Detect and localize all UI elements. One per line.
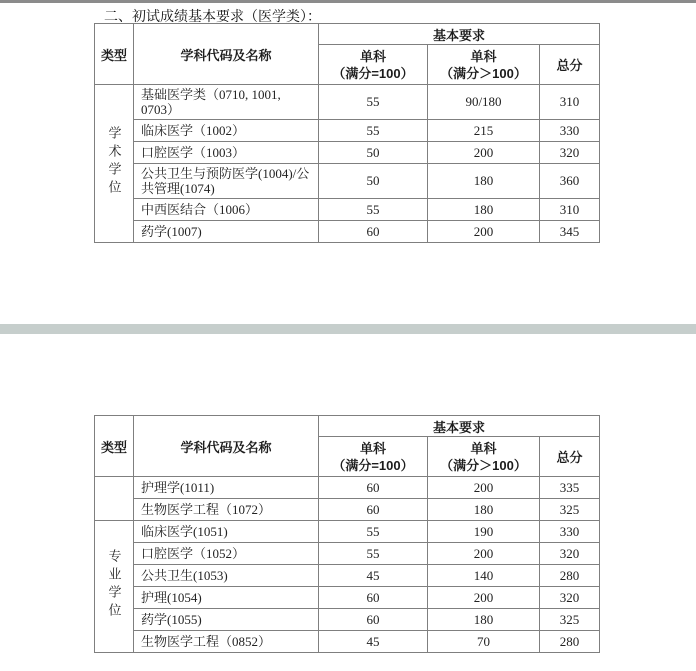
col-header-subject: 学科代码及名称 [134,24,319,85]
cell-single-eq100: 55 [319,543,428,565]
col-header-single-eq100 [319,437,428,477]
cell-single-gt100: 180 [428,199,540,221]
cell-single-eq100: 60 [319,477,428,499]
single-gt100-line2: （满分＞100） [440,65,527,81]
cell-single-gt100: 200 [428,477,540,499]
col-header-total: 总分 [540,45,600,85]
table-row [95,565,600,587]
col-header-basic-req: 基本要求 [319,416,600,437]
cell-single-eq100: 50 [319,164,428,199]
col-header-basic-req: 基本要求 [319,24,600,45]
cell-total: 320 [540,142,600,164]
cell-subject: 口腔医学（1052） [134,543,319,565]
single-eq100-line2: （满分=100） [332,457,414,473]
page-divider-band [0,324,696,334]
type-label-professional: 专业学位 [106,548,122,621]
cell-single-eq100: 55 [319,521,428,543]
col-header-single-gt100 [428,437,540,477]
table-row [95,221,600,243]
type-label-academic: 学术学位 [106,125,122,198]
col-header-single-gt100 [428,45,540,85]
cell-single-gt100: 90/180 [428,85,540,120]
cell-single-eq100: 60 [319,221,428,243]
cell-subject: 口腔医学（1003） [134,142,319,164]
col-header-subject: 学科代码及名称 [134,416,319,477]
cell-subject: 公共卫生与预防医学(1004)/公共管理(1074) [134,164,319,199]
table-row [95,587,600,609]
table-row [95,142,600,164]
type-cell-academic [95,85,134,243]
single-eq100-line1: 单科 [359,48,386,64]
cell-single-eq100: 45 [319,631,428,653]
cell-single-gt100: 140 [428,565,540,587]
header-row-1 [95,416,600,437]
cell-total: 310 [540,199,600,221]
cell-single-eq100: 55 [319,120,428,142]
top-divider-bar [0,0,696,3]
section-title: 二、初试成绩基本要求（医学类）： [104,10,321,25]
cell-total: 335 [540,477,600,499]
cell-single-eq100: 55 [319,85,428,120]
cell-single-gt100: 200 [428,142,540,164]
cell-total: 330 [540,521,600,543]
single-gt100-line1: 单科 [470,440,497,456]
cell-single-gt100: 180 [428,499,540,521]
table-row [95,120,600,142]
cell-single-eq100: 50 [319,142,428,164]
cell-subject: 公共卫生(1053) [134,565,319,587]
cell-single-gt100: 70 [428,631,540,653]
cell-subject: 护理学(1011) [134,477,319,499]
table-row [95,477,600,499]
cell-subject: 中西医结合（1006） [134,199,319,221]
col-header-type: 类型 [95,416,134,477]
table-row [95,199,600,221]
table-row [95,164,600,199]
cell-single-eq100: 45 [319,565,428,587]
cell-subject: 药学(1007) [134,221,319,243]
table-row [95,85,600,120]
type-cell-professional [95,521,134,653]
cell-single-eq100: 55 [319,199,428,221]
cell-single-gt100: 215 [428,120,540,142]
single-eq100-line2: （满分=100） [332,65,414,81]
cell-total: 345 [540,221,600,243]
cell-total: 320 [540,543,600,565]
cell-total: 360 [540,164,600,199]
cell-total: 330 [540,120,600,142]
single-eq100-line1: 单科 [359,440,386,456]
cell-single-gt100: 200 [428,543,540,565]
table-row [95,499,600,521]
cell-total: 280 [540,565,600,587]
header-row-1 [95,24,600,45]
cell-total: 310 [540,85,600,120]
cell-total: 280 [540,631,600,653]
cell-subject: 基础医学类（0710, 1001, 0703） [134,85,319,120]
cell-single-eq100: 60 [319,587,428,609]
single-gt100-line1: 单科 [470,48,497,64]
cell-subject: 临床医学（1002） [134,120,319,142]
cell-total: 325 [540,499,600,521]
single-gt100-line2: （满分＞100） [440,457,527,473]
table-row [95,609,600,631]
cell-single-gt100: 200 [428,221,540,243]
table-row [95,521,600,543]
cell-single-gt100: 200 [428,587,540,609]
table-row [95,543,600,565]
professional-score-table [94,415,600,653]
cell-single-gt100: 180 [428,164,540,199]
cell-subject: 临床医学(1051) [134,521,319,543]
table-row [95,631,600,653]
col-header-total: 总分 [540,437,600,477]
academic-score-table [94,23,600,243]
cell-total: 325 [540,609,600,631]
cell-total: 320 [540,587,600,609]
cell-single-gt100: 180 [428,609,540,631]
cell-single-eq100: 60 [319,499,428,521]
cell-single-eq100: 60 [319,609,428,631]
cell-subject: 护理(1054) [134,587,319,609]
type-cell-empty [95,477,134,521]
col-header-type: 类型 [95,24,134,85]
cell-single-gt100: 190 [428,521,540,543]
col-header-single-eq100 [319,45,428,85]
cell-subject: 生物医学工程（0852） [134,631,319,653]
cell-subject: 生物医学工程（1072） [134,499,319,521]
cell-subject: 药学(1055) [134,609,319,631]
